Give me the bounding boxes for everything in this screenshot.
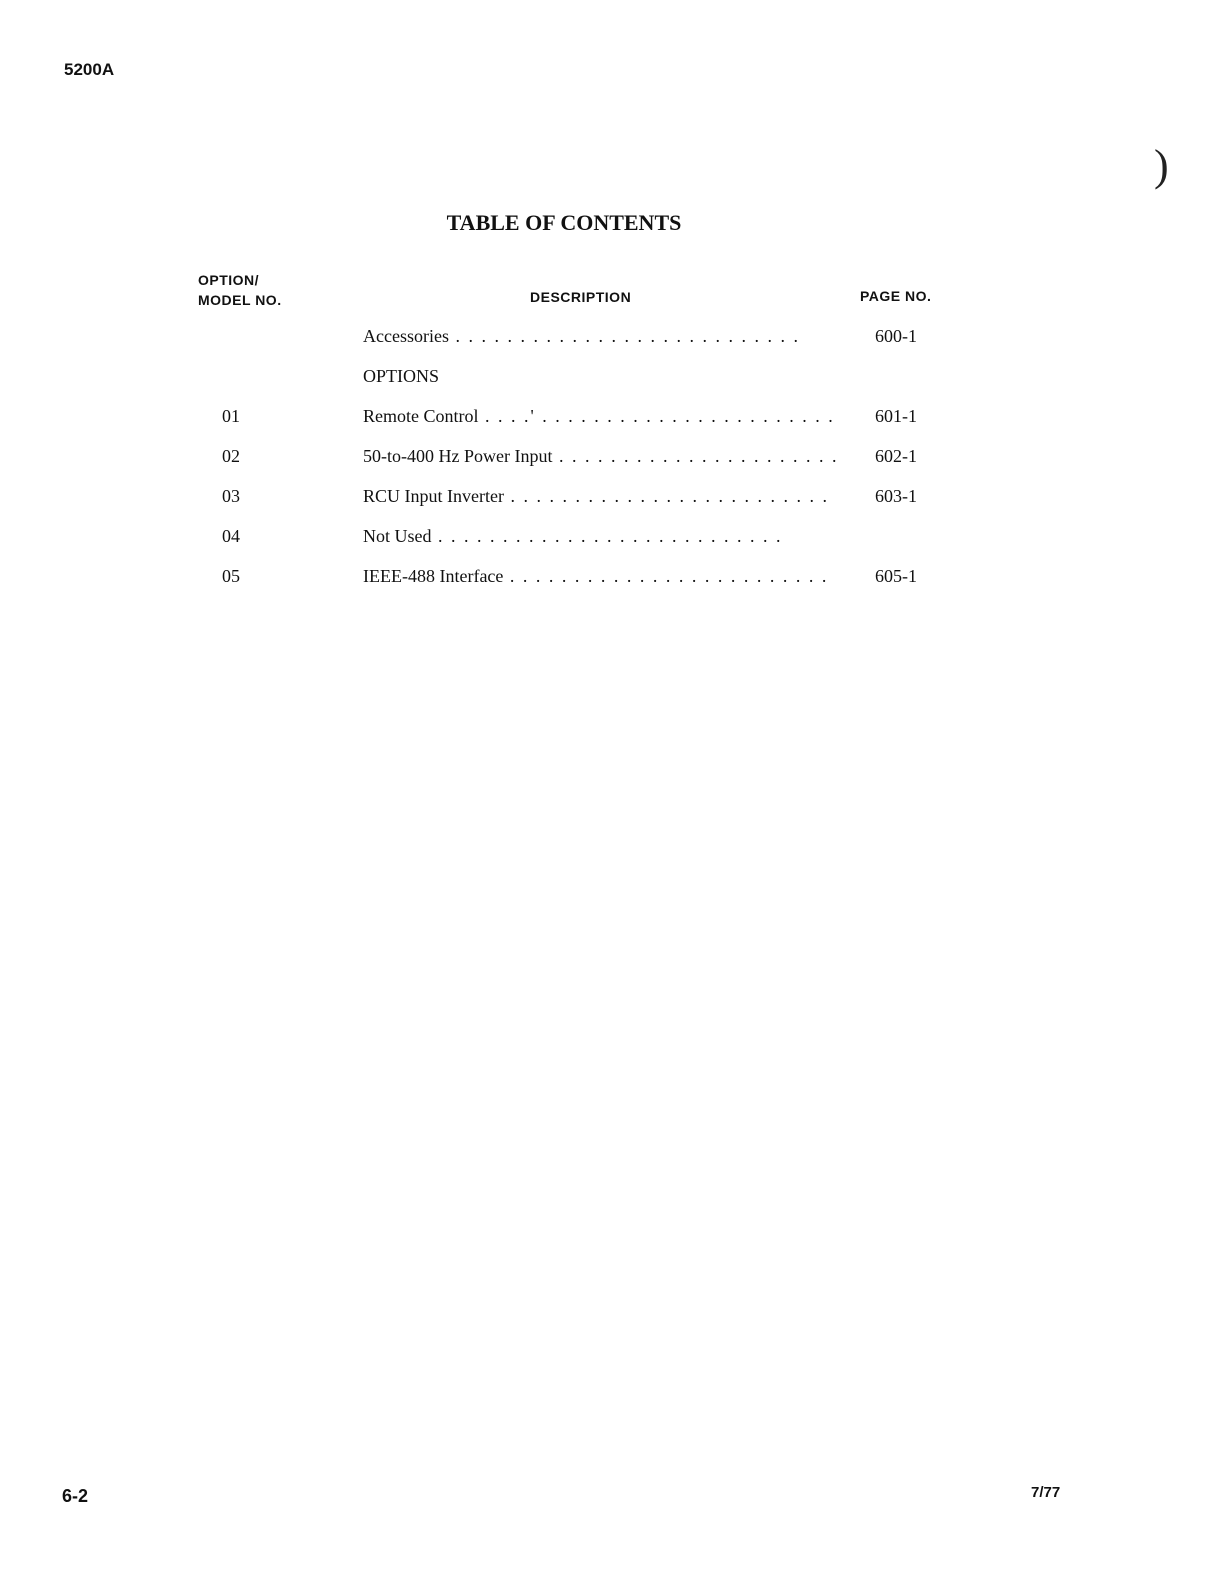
toc-row-leader: . . . .' . . . . . . . . . . . . . . . . . . . . . . .	[478, 406, 835, 426]
toc-row-number: 04	[222, 526, 240, 546]
toc-row-page: 605-1	[875, 566, 917, 586]
toc-row-leader: . . . . . . . . . . . . . . . . . . . . . . . . .	[503, 566, 829, 586]
column-header-model	[198, 270, 282, 310]
toc-row-page: 603-1	[875, 486, 917, 506]
toc-row-description	[363, 446, 848, 467]
toc-row-number: 03	[222, 486, 240, 506]
footer-page-number: 6-2	[62, 1486, 89, 1506]
toc-row-number: 05	[222, 566, 240, 586]
toc-row	[0, 446, 1224, 476]
toc-row	[0, 566, 1224, 596]
toc-section-heading	[0, 366, 1224, 396]
column-header-description: DESCRIPTION	[530, 289, 632, 305]
column-header-model-line2: MODEL NO.	[198, 292, 282, 308]
model-id: 5200A	[64, 60, 115, 79]
toc-row-label: RCU Input Inverter	[363, 486, 504, 506]
toc-row	[0, 326, 1224, 356]
toc-row-leader: . . . . . . . . . . . . . . . . . . . . . . . . .	[503, 486, 829, 506]
margin-mark: )	[1154, 141, 1169, 190]
toc-row-description	[363, 326, 848, 347]
toc-row-label: Remote Control	[363, 406, 479, 426]
column-header-page: PAGE NO.	[860, 288, 932, 304]
toc-row-page: 601-1	[875, 406, 917, 426]
toc-row-description	[363, 406, 848, 427]
toc-row-label: Accessories	[363, 326, 449, 346]
toc-row-page: 600-1	[875, 326, 917, 346]
toc-row-label: Not Used	[363, 526, 432, 546]
toc-row-leader: . . . . . . . . . . . . . . . . . . . . . . . . . . .	[431, 526, 783, 546]
toc-row-label: 50-to-400 Hz Power Input	[363, 446, 553, 466]
toc-row-description	[363, 486, 848, 507]
column-header-model-line1: OPTION/	[198, 272, 260, 288]
toc-row-page: 602-1	[875, 446, 917, 466]
toc-row-leader: . . . . . . . . . . . . . . . . . . . . . . . . . . .	[448, 326, 800, 346]
page-title: TABLE OF CONTENTS	[446, 210, 682, 235]
toc-row-number: 01	[222, 406, 240, 426]
toc-row	[0, 486, 1224, 516]
footer-date: 7/77	[1031, 1484, 1061, 1501]
toc-row-label: IEEE-488 Interface	[363, 566, 504, 586]
toc-row-description	[363, 566, 848, 587]
toc-row	[0, 406, 1224, 436]
toc-row	[0, 526, 1224, 556]
toc-row-leader: . . . . . . . . . . . . . . . . . . . . . .	[552, 446, 839, 466]
toc-row-description	[363, 526, 848, 547]
toc-section-label: OPTIONS	[363, 366, 440, 386]
toc-row-number: 02	[222, 446, 240, 466]
